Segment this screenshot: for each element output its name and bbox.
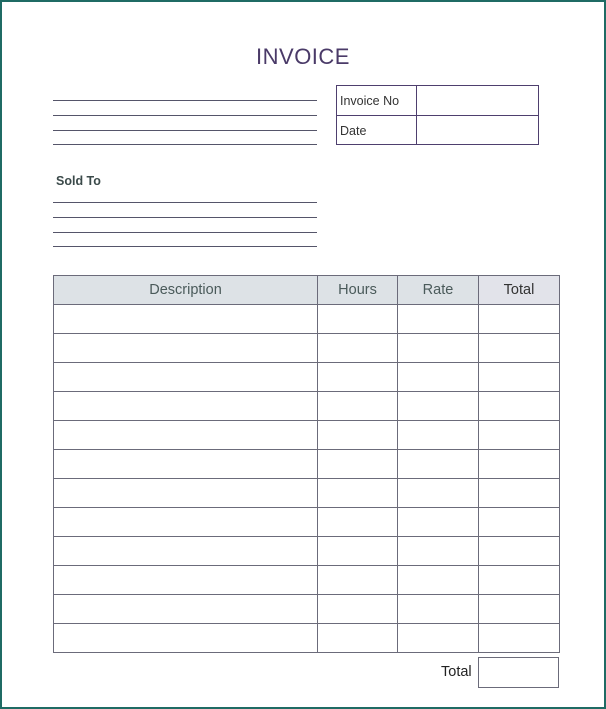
hours-cell[interactable] — [318, 363, 398, 392]
rate-cell[interactable] — [398, 392, 479, 421]
table-row — [54, 508, 560, 537]
table-row — [54, 305, 560, 334]
description-cell[interactable] — [54, 334, 318, 363]
total-cell[interactable] — [479, 566, 560, 595]
line-items-table — [53, 275, 560, 653]
invoice-no-row — [337, 86, 538, 115]
total-cell[interactable] — [479, 450, 560, 479]
hours-cell[interactable] — [318, 421, 398, 450]
description-cell[interactable] — [54, 392, 318, 421]
from-address-line[interactable] — [53, 100, 317, 101]
hours-cell[interactable] — [318, 450, 398, 479]
hours-cell[interactable] — [318, 334, 398, 363]
description-cell[interactable] — [54, 566, 318, 595]
rate-cell[interactable] — [398, 363, 479, 392]
rate-cell[interactable] — [398, 450, 479, 479]
rate-cell[interactable] — [398, 479, 479, 508]
table-row — [54, 624, 560, 653]
total-cell[interactable] — [479, 624, 560, 653]
table-row — [54, 392, 560, 421]
rate-cell[interactable] — [398, 566, 479, 595]
hours-cell[interactable] — [318, 479, 398, 508]
from-address-line[interactable] — [53, 144, 317, 145]
description-cell[interactable] — [54, 421, 318, 450]
from-address-line[interactable] — [53, 130, 317, 131]
description-cell[interactable] — [54, 305, 318, 334]
table-row — [54, 363, 560, 392]
total-cell[interactable] — [479, 363, 560, 392]
date-row — [337, 116, 538, 145]
description-cell[interactable] — [54, 595, 318, 624]
table-row — [54, 479, 560, 508]
total-cell[interactable] — [479, 334, 560, 363]
sold-to-line[interactable] — [53, 246, 317, 247]
hours-cell[interactable] — [318, 508, 398, 537]
total-cell[interactable] — [479, 595, 560, 624]
description-cell[interactable] — [54, 450, 318, 479]
sold-to-label: Sold To — [56, 174, 101, 188]
hours-cell[interactable] — [318, 624, 398, 653]
rate-cell[interactable] — [398, 421, 479, 450]
table-row — [54, 595, 560, 624]
hours-cell[interactable] — [318, 305, 398, 334]
grand-total-field[interactable] — [478, 657, 559, 688]
header-description: Description — [54, 276, 318, 305]
header-total: Total — [479, 276, 560, 305]
total-cell[interactable] — [479, 305, 560, 334]
invoice-title: INVOICE — [256, 44, 350, 69]
description-cell[interactable] — [54, 363, 318, 392]
hours-cell[interactable] — [318, 392, 398, 421]
sold-to-line[interactable] — [53, 202, 317, 203]
from-address-line[interactable] — [53, 115, 317, 116]
invoice-no-field[interactable] — [418, 86, 538, 115]
rate-cell[interactable] — [398, 537, 479, 566]
grand-total-label: Total — [441, 664, 472, 680]
table-row — [54, 450, 560, 479]
invoice-meta-box — [336, 85, 539, 145]
rate-cell[interactable] — [398, 595, 479, 624]
date-label: Date — [337, 116, 417, 145]
table-row — [54, 334, 560, 363]
table-row — [54, 421, 560, 450]
hours-cell[interactable] — [318, 595, 398, 624]
table-row — [54, 537, 560, 566]
rate-cell[interactable] — [398, 624, 479, 653]
total-cell[interactable] — [479, 392, 560, 421]
rate-cell[interactable] — [398, 305, 479, 334]
total-cell[interactable] — [479, 508, 560, 537]
total-cell[interactable] — [479, 421, 560, 450]
date-field[interactable] — [418, 116, 538, 145]
total-cell[interactable] — [479, 479, 560, 508]
total-cell[interactable] — [479, 537, 560, 566]
sold-to-line[interactable] — [53, 232, 317, 233]
header-hours: Hours — [318, 276, 398, 305]
description-cell[interactable] — [54, 537, 318, 566]
rate-cell[interactable] — [398, 334, 479, 363]
invoice-no-label: Invoice No — [337, 86, 417, 115]
description-cell[interactable] — [54, 508, 318, 537]
table-header-row — [54, 276, 560, 305]
hours-cell[interactable] — [318, 537, 398, 566]
sold-to-line[interactable] — [53, 217, 317, 218]
rate-cell[interactable] — [398, 508, 479, 537]
hours-cell[interactable] — [318, 566, 398, 595]
description-cell[interactable] — [54, 479, 318, 508]
header-rate: Rate — [398, 276, 479, 305]
description-cell[interactable] — [54, 624, 318, 653]
table-row — [54, 566, 560, 595]
